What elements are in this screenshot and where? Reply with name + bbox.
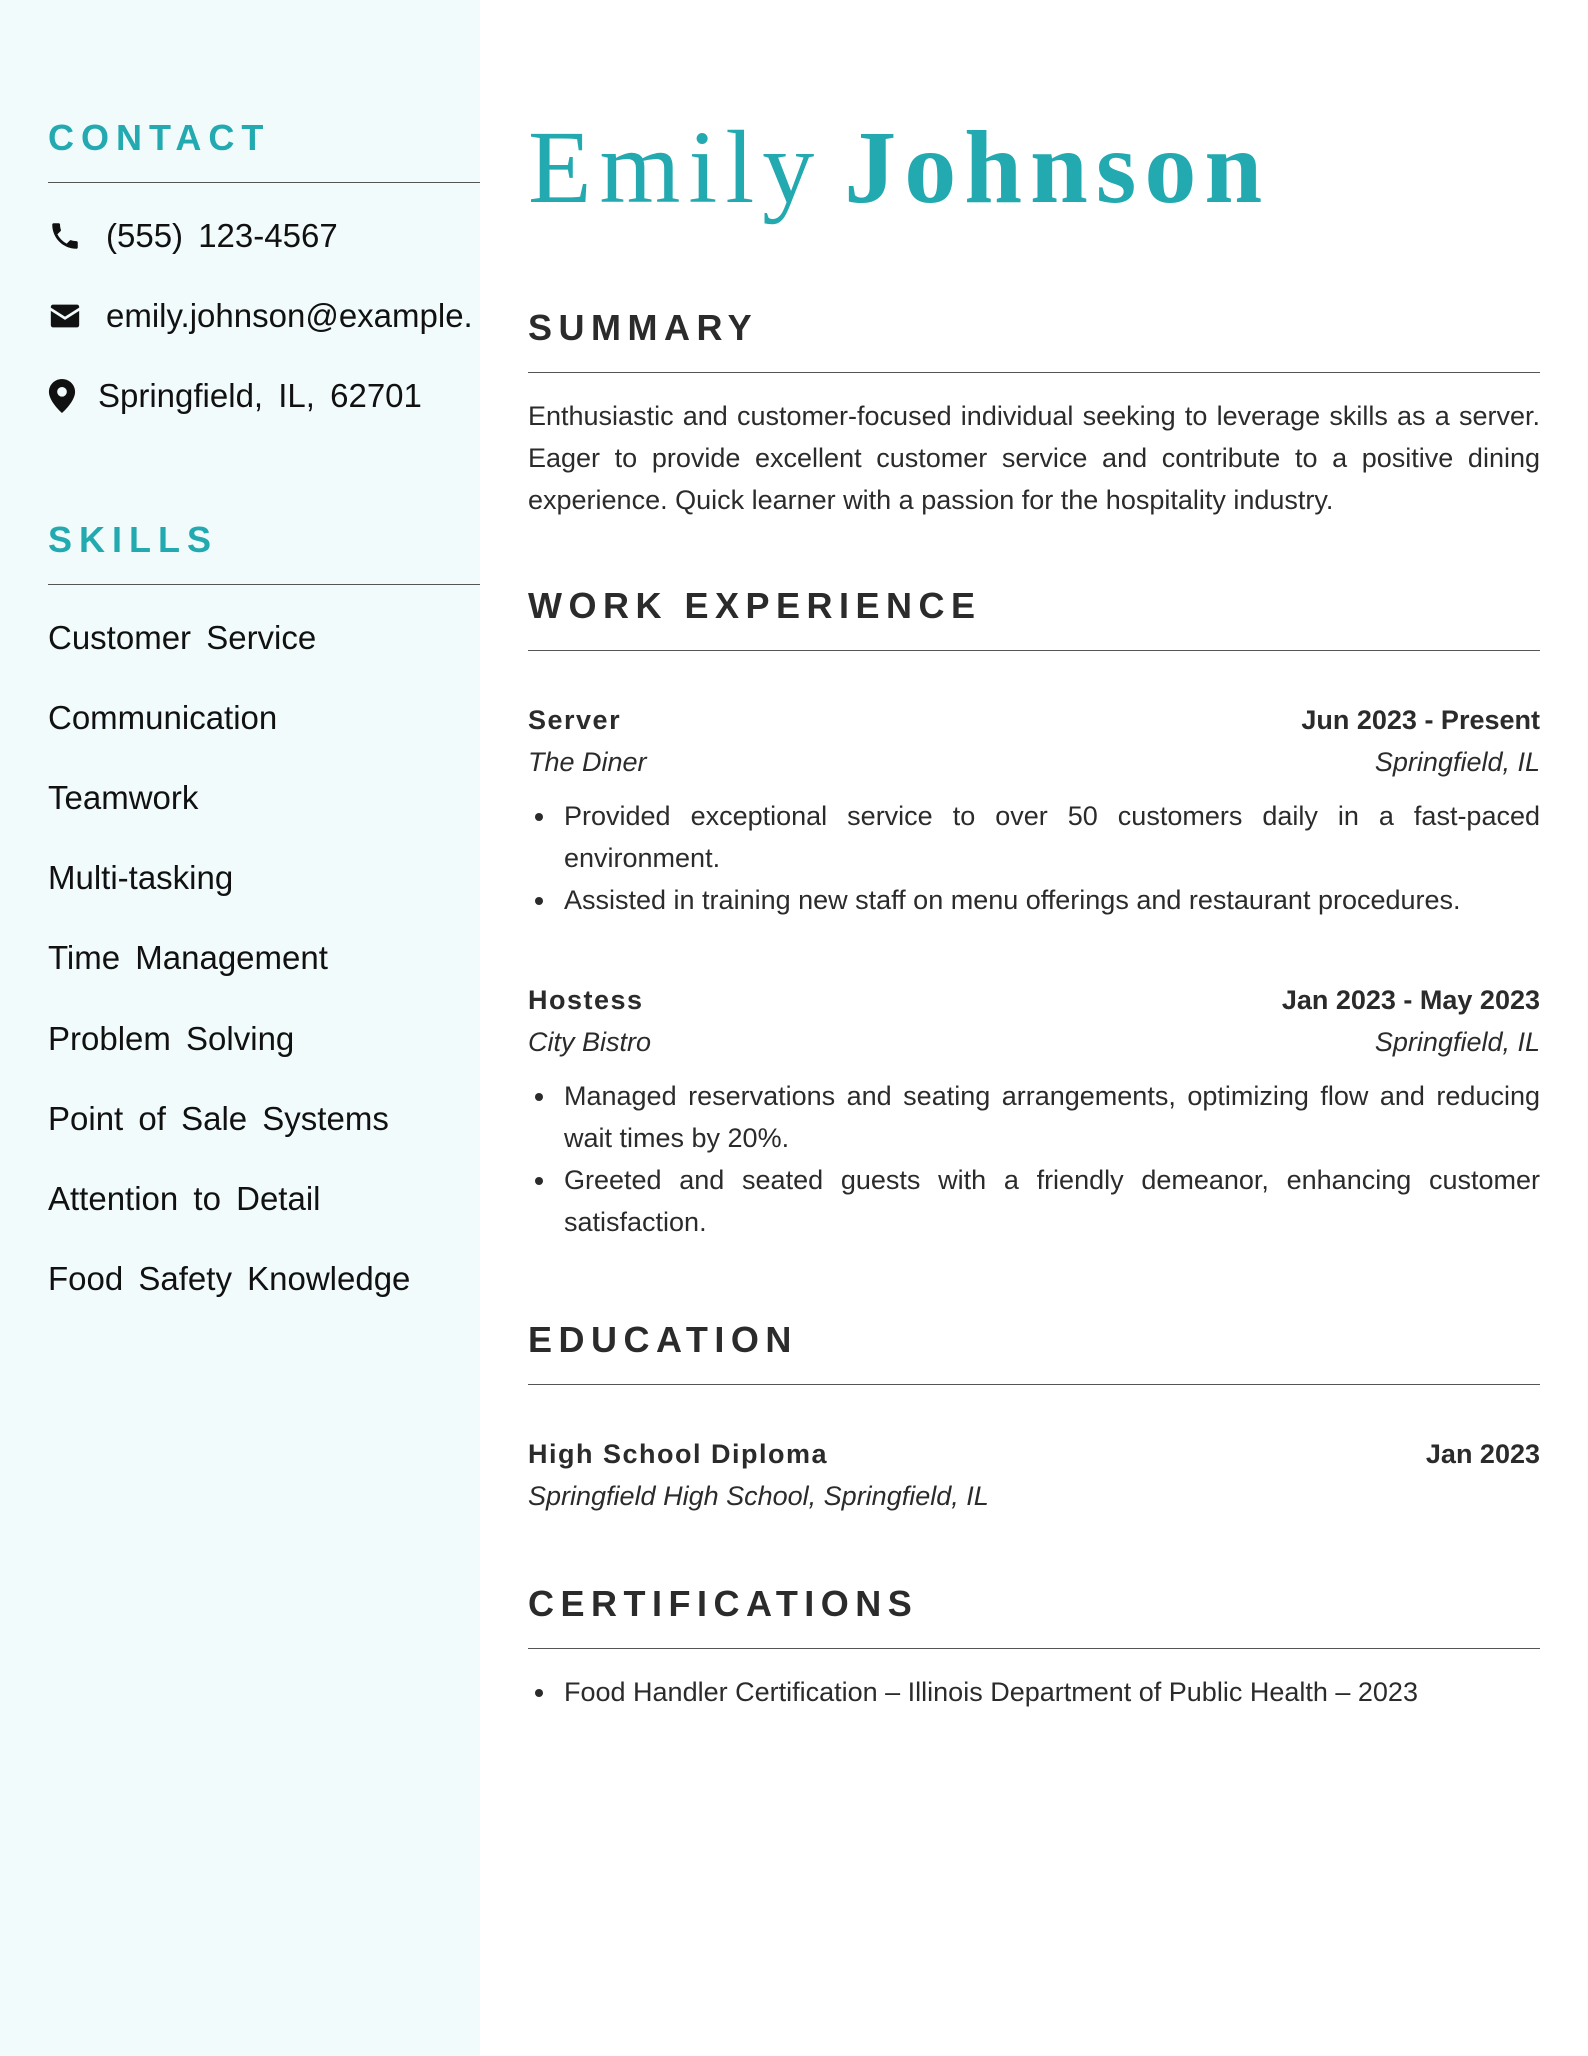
skill-item: Communication [48, 699, 278, 736]
summary-section [528, 308, 1540, 521]
skills-heading: SKILLS [48, 519, 219, 560]
skill-item: Food Safety Knowledge [48, 1260, 411, 1297]
job-dates: Jun 2023 - Present [1301, 705, 1540, 735]
job-location: Springfield, IL [1374, 1027, 1540, 1057]
skill-item: Point of Sale Systems [48, 1100, 389, 1137]
skill-item: Time Management [48, 939, 328, 976]
contact-phone [48, 216, 338, 256]
work-divider [528, 650, 1540, 651]
summary-heading: SUMMARY [528, 307, 759, 348]
contact-email [48, 296, 473, 336]
education-section [528, 1320, 1540, 1517]
contact-heading: CONTACT [48, 117, 271, 158]
job-bullet: Assisted in training new staff on menu offerings and restaurant procedures. [528, 879, 1540, 921]
candidate-name [528, 108, 1270, 228]
certifications-section [528, 1584, 1540, 1713]
job-bullet: Managed reservations and seating arrangements, optimizing flow and reducing wait times by 20%. [528, 1075, 1540, 1159]
education-divider [528, 1384, 1540, 1385]
summary-text: Enthusiastic and customer-focused individual seeking to leverage skills as a server. Eager to provide excellent customer service and contribute to a positive dining experience. Quick learner with a passion for the hospitality industry. [528, 401, 1540, 515]
phone-number[interactable]: (555) 123-4567 [106, 217, 338, 254]
job-dates: Jan 2023 - May 2023 [1281, 985, 1540, 1015]
school-name: Springfield High School, Springfield, IL [528, 1481, 989, 1511]
job-subheader [528, 741, 1540, 783]
skill-item: Teamwork [48, 779, 199, 816]
last-name: Johnson [844, 110, 1271, 225]
education-heading: EDUCATION [528, 1319, 798, 1360]
job-header [528, 979, 1540, 1021]
education-subheader [528, 1475, 1540, 1517]
job-bullets [528, 1075, 1540, 1243]
contact-location [48, 376, 422, 416]
contact-divider [48, 182, 480, 183]
skill-item: Attention to Detail [48, 1180, 321, 1217]
job-header [528, 699, 1540, 741]
sidebar [0, 0, 480, 2056]
first-name: Emily [528, 110, 823, 225]
skills-divider [48, 584, 480, 585]
map-pin-icon [48, 379, 76, 413]
skills-section [48, 519, 480, 1297]
location-text: Springfield, IL, 62701 [98, 377, 422, 414]
email-address[interactable]: emily.johnson@example. [106, 297, 473, 334]
phone-icon [48, 219, 82, 253]
certification-item: Food Handler Certification – Illinois Department of Public Health – 2023 [528, 1671, 1540, 1713]
job-title: Server [528, 705, 622, 735]
certification-list [528, 1671, 1540, 1713]
certifications-divider [528, 1648, 1540, 1649]
skill-item: Multi-tasking [48, 859, 234, 896]
job-bullet: Greeted and seated guests with a friendly demeanor, enhancing customer satisfaction. [528, 1159, 1540, 1243]
job-entry [528, 699, 1540, 921]
envelope-icon [48, 299, 82, 333]
work-heading: WORK EXPERIENCE [528, 585, 982, 626]
job-company: The Diner [528, 747, 647, 777]
job-location: Springfield, IL [1374, 747, 1540, 777]
certifications-heading: CERTIFICATIONS [528, 1583, 919, 1624]
job-bullets [528, 795, 1540, 921]
degree: High School Diploma [528, 1439, 829, 1469]
job-company: City Bistro [528, 1027, 652, 1057]
skill-item: Customer Service [48, 619, 317, 656]
education-entry [528, 1433, 1540, 1517]
contact-section [48, 117, 480, 414]
education-date: Jan 2023 [1425, 1439, 1540, 1469]
job-subheader [528, 1021, 1540, 1063]
skill-item: Problem Solving [48, 1020, 295, 1057]
work-section [528, 586, 1540, 1243]
job-title: Hostess [528, 985, 644, 1015]
job-bullet: Provided exceptional service to over 50 customers daily in a fast-paced environment. [528, 795, 1540, 879]
summary-divider [528, 372, 1540, 373]
education-header [528, 1433, 1540, 1475]
job-entry [528, 979, 1540, 1243]
